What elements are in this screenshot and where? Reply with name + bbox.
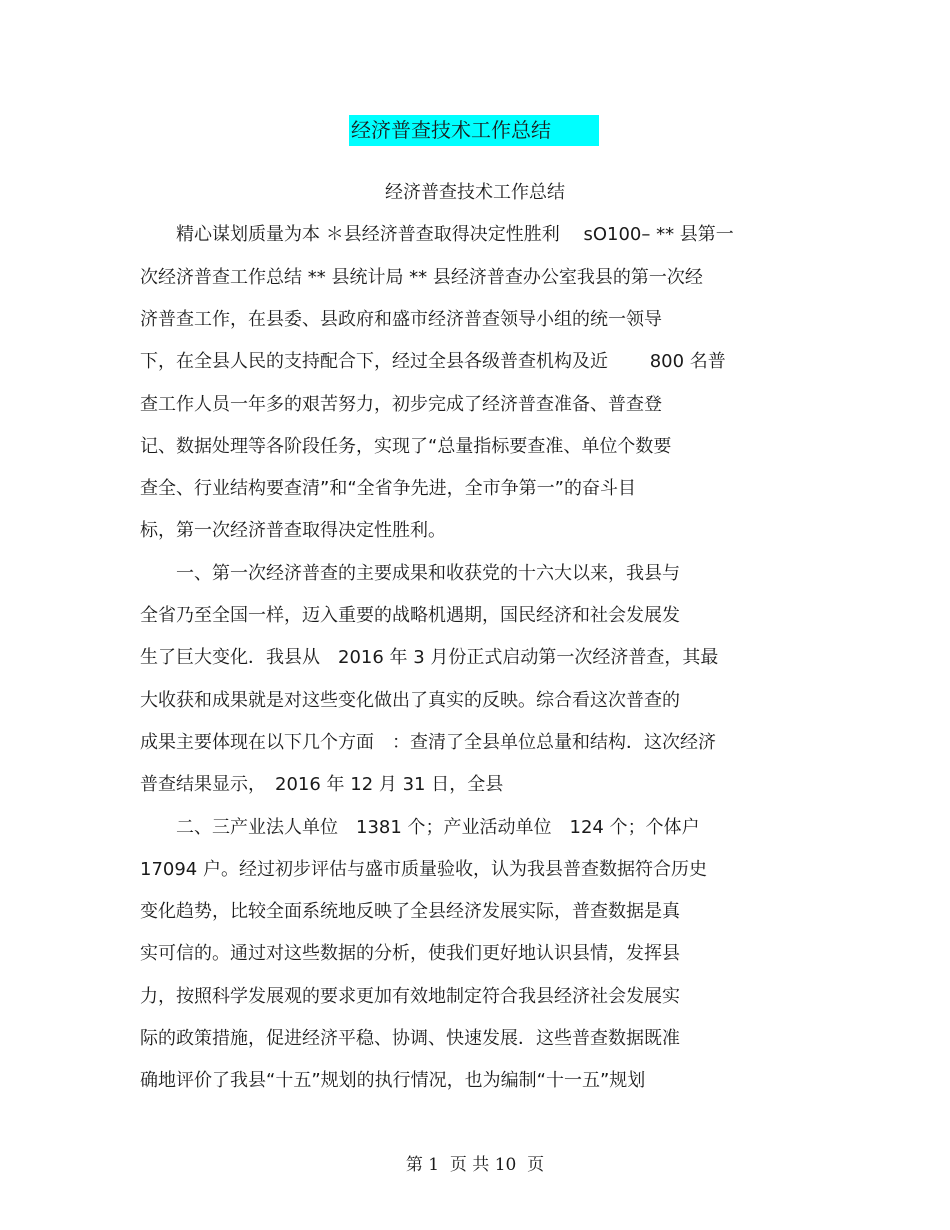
page-number-footer: 第 1 页 共 10 页 [405, 1155, 545, 1175]
body-line: 精心谋划质量为本 ＊县经济普查取得决定性胜利 sO100– ** 县第一 [140, 224, 734, 245]
body-line: 一、第一次经济普查的主要成果和收获党的十六大以来，我县与 [140, 563, 680, 584]
body-line: 次经济普查工作总结 ** 县统计局 ** 县经济普查办公室我县的第一次经 [140, 267, 703, 288]
body-line: 确地评价了我县“十五”规划的执行情况，也为编制“十一五”规划 [140, 1070, 646, 1091]
body-line: 变化趋势，比较全面系统地反映了全县经济发展实际，普查数据是真 [140, 901, 680, 922]
body-line: 济普查工作，在县委、县政府和盛市经济普查领导小组的统一领导 [140, 309, 662, 330]
body-line: 查全、行业结构要查清”和“全省争先进，全市争第一”的奋斗目 [140, 478, 636, 499]
body-line: 实可信的。通过对这些数据的分析，使我们更好地认识县情，发挥县 [140, 943, 680, 964]
body-line: 全省乃至全国一样，迈入重要的战略机遇期，国民经济和社会发展发 [140, 605, 680, 626]
body-line: 际的政策措施，促进经济平稳、协调、快速发展．这些普查数据既准 [140, 1028, 680, 1049]
body-line: 记、数据处理等各阶段任务，实现了“总量指标要查准、单位个数要 [140, 436, 672, 457]
body-line: 成果主要体现在以下几个方面 ：查清了全县单位总量和结构．这次经济 [140, 732, 716, 753]
body-line: 大收获和成果就是对这些变化做出了真实的反映。综合看这次普查的 [140, 690, 680, 711]
body-line: 生了巨大变化．我县从 2016 年 3 月份正式启动第一次经济普查，其最 [140, 647, 719, 668]
body-line: 标，第一次经济普查取得决定性胜利。 [140, 520, 446, 541]
body-line: 力，按照科学发展观的要求更加有效地制定符合我县经济社会发展实 [140, 986, 680, 1007]
body-line: 查工作人员一年多的艰苦努力，初步完成了经济普查准备、普查登 [140, 394, 662, 415]
page-title: 经济普查技术工作总结 [349, 115, 599, 146]
body-line: 17094 户。经过初步评估与盛市质量验收，认为我县普查数据符合历史 [140, 859, 707, 880]
body-line: 二、三产业法人单位 1381 个；产业活动单位 124 个；个体户 [140, 817, 700, 838]
document-subtitle: 经济普查技术工作总结 [385, 182, 565, 203]
body-line: 下，在全县人民的支持配合下，经过全县各级普查机构及近 800 名普 [140, 351, 726, 372]
body-line: 普查结果显示， 2016 年 12 月 31 日，全县 [140, 774, 504, 795]
